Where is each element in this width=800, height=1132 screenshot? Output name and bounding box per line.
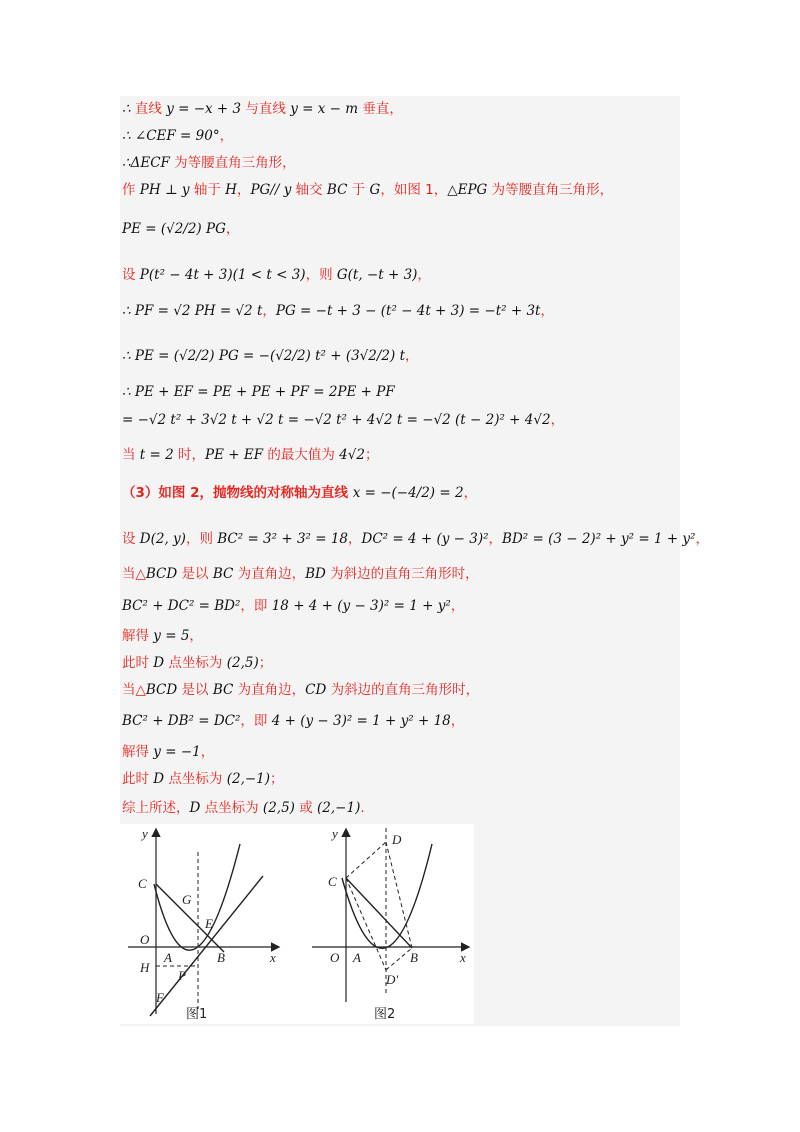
math-expression: PE + EF bbox=[205, 447, 264, 463]
math-expression: PG = −t + 3 − (t² − 4t + 3) = −t² + 3t bbox=[275, 303, 541, 319]
solution-text-fragment: ， bbox=[189, 628, 203, 644]
solution-line bbox=[122, 347, 419, 365]
math-expression: DC² = 4 + (y − 3)² bbox=[361, 531, 489, 547]
fig1-label-f: F bbox=[156, 990, 164, 1005]
solution-text-fragment: 解得 bbox=[122, 628, 154, 644]
solution-line bbox=[122, 411, 564, 429]
math-expression: BC bbox=[326, 182, 348, 198]
fig2-label-y: y bbox=[332, 826, 338, 841]
math-expression: ∴ PE + EF = PE + PE + PF = 2PE + PF bbox=[122, 384, 395, 400]
solution-text-fragment: 设 bbox=[122, 267, 140, 283]
fig2-dashed-cd bbox=[346, 842, 386, 878]
fig1-label-c: C bbox=[138, 876, 147, 891]
math-expression: BD² = (3 − 2)² + y² = 1 + y² bbox=[502, 531, 696, 547]
solution-text-fragment: ， bbox=[550, 412, 565, 428]
math-expression: ∴ PF = √2 PH = √2 t bbox=[122, 303, 263, 319]
fig1-label-a: A bbox=[164, 950, 172, 965]
math-expression: y = 5 bbox=[153, 628, 190, 644]
math-expression: ∴ ∠CEF = 90° bbox=[122, 128, 220, 144]
solution-text-fragment: 此时 bbox=[122, 655, 154, 671]
solution-line bbox=[122, 446, 378, 464]
fig1-caption: 图1 bbox=[186, 1007, 208, 1022]
solution-text-fragment: 于 bbox=[347, 182, 370, 198]
math-expression: BCD bbox=[145, 682, 178, 698]
solution-line bbox=[122, 484, 477, 502]
solution-line bbox=[122, 181, 613, 199]
figure-2 bbox=[312, 826, 468, 1022]
math-expression: PG// y bbox=[250, 182, 292, 198]
solution-text-fragment: ， bbox=[463, 485, 478, 501]
math-expression: (2,−1) bbox=[317, 800, 361, 816]
solution-text-fragment: 点坐标为 bbox=[200, 800, 263, 816]
figure-1 bbox=[128, 826, 278, 1022]
math-expression: PE = (√2/2) PG bbox=[122, 221, 226, 237]
math-expression: PH ⊥ y bbox=[139, 182, 190, 198]
solution-text-fragment: ， bbox=[488, 531, 503, 547]
solution-text-fragment: ， bbox=[450, 598, 465, 614]
fig2-line-bc bbox=[346, 878, 412, 948]
fig2-label-c: C bbox=[328, 874, 337, 889]
solution-text-fragment: 点坐标为 bbox=[164, 655, 227, 671]
math-expression: (2,−1) bbox=[226, 771, 271, 787]
solution-text-fragment: ，即 bbox=[240, 713, 272, 729]
solution-text-fragment: 或 bbox=[294, 800, 318, 816]
solution-text-fragment: ， bbox=[405, 348, 419, 364]
solution-text-fragment: ， bbox=[450, 713, 465, 729]
fig2-label-o: O bbox=[330, 950, 340, 965]
solution-text-fragment: 垂直， bbox=[358, 101, 403, 117]
solution-text-fragment: 轴于 bbox=[189, 182, 226, 198]
math-expression: t = 2 bbox=[139, 447, 174, 463]
math-expression: (2,5) bbox=[226, 655, 259, 671]
fig1-label-p: P bbox=[178, 968, 186, 983]
solution-text-fragment: ， bbox=[225, 221, 240, 237]
fig2-label-a: A bbox=[353, 950, 361, 965]
math-expression: ∴ΔECF bbox=[122, 155, 170, 171]
math-expression: △EPG bbox=[447, 182, 488, 198]
math-expression: x = −(−4/2) = 2 bbox=[352, 485, 464, 501]
fig1-parabola bbox=[154, 844, 240, 950]
fig2-label-dprime: D′ bbox=[386, 972, 399, 987]
math-expression: D(2, y) bbox=[139, 531, 186, 547]
solution-text-fragment: 为等腰直角三角形， bbox=[169, 155, 296, 171]
solution-line bbox=[122, 154, 296, 172]
solution-line bbox=[122, 712, 464, 730]
solution-text-fragment: 与直线 bbox=[241, 101, 291, 117]
fig2-caption: 图2 bbox=[374, 1007, 396, 1022]
solution-line bbox=[122, 565, 479, 583]
fig1-label-y: y bbox=[142, 826, 148, 841]
solution-text-fragment: 解得 bbox=[122, 744, 154, 760]
solution-line bbox=[122, 681, 479, 699]
solution-line bbox=[122, 302, 554, 320]
math-expression: (2,5) bbox=[262, 800, 295, 816]
solution-text-fragment: 点坐标为 bbox=[164, 771, 227, 787]
solution-text-fragment: 为等腰直角三角形， bbox=[487, 182, 614, 198]
solution-text-fragment: ，如图 1， bbox=[380, 182, 448, 198]
math-expression: BD bbox=[305, 566, 326, 582]
math-expression: 4 + (y − 3)² = 1 + y² + 18 bbox=[271, 713, 451, 729]
solution-text-fragment: ， bbox=[262, 303, 276, 319]
math-expression: D bbox=[153, 655, 165, 671]
figures-box bbox=[120, 824, 474, 1024]
math-expression: CD bbox=[305, 682, 327, 698]
solution-text-fragment: 是以 bbox=[177, 566, 213, 582]
math-expression: G(t, −t + 3) bbox=[336, 267, 418, 283]
solution-line bbox=[122, 743, 214, 761]
solution-line bbox=[122, 654, 272, 672]
solution-line bbox=[122, 266, 431, 284]
math-expression: 18 + 4 + (y − 3)² = 1 + y² bbox=[271, 598, 451, 614]
math-expression: BC bbox=[212, 682, 234, 698]
fig1-label-h: H bbox=[140, 960, 150, 975]
solution-text-fragment: 是以 bbox=[177, 682, 213, 698]
solution-text-fragment: 当 bbox=[122, 447, 140, 463]
solution-line bbox=[122, 530, 709, 548]
fig2-label-x: x bbox=[460, 950, 466, 965]
math-expression: BC bbox=[212, 566, 234, 582]
solution-text-fragment: ，则 bbox=[185, 531, 218, 547]
math-expression: y = −x + 3 bbox=[166, 101, 242, 117]
solution-text-fragment: 轴交 bbox=[291, 182, 327, 198]
solution-line bbox=[122, 799, 365, 817]
fig2-dashed-dpb bbox=[386, 948, 412, 970]
math-expression: ∴ bbox=[122, 101, 135, 117]
solution-line bbox=[122, 627, 203, 645]
fig1-label-o: O bbox=[140, 932, 150, 947]
math-expression: BC² + DC² = BD² bbox=[122, 598, 241, 614]
fig2-parabola bbox=[342, 844, 432, 948]
fig1-line-f bbox=[150, 876, 263, 1016]
math-expression: P(t² − 4t + 3)(1 < t < 3) bbox=[139, 267, 306, 283]
math-expression: BC² = 3² + 3² = 18 bbox=[217, 531, 349, 547]
solution-text-fragment: ， bbox=[695, 531, 709, 547]
solution-line bbox=[122, 220, 239, 238]
solution-text-fragment: 此时 bbox=[122, 771, 154, 787]
fig1-label-e: E bbox=[205, 916, 213, 931]
solution-text-fragment: 作 bbox=[122, 182, 140, 198]
solution-text-fragment: . bbox=[360, 800, 365, 816]
math-expression: D bbox=[189, 800, 201, 816]
solution-text-fragment: ， bbox=[540, 303, 554, 319]
solution-text-fragment: 的最大值为 bbox=[263, 447, 340, 463]
solution-text-fragment: （3）如图 2，抛物线的对称轴为直线 bbox=[122, 485, 353, 501]
math-expression: y = x − m bbox=[290, 101, 359, 117]
solution-text-fragment: 综上所述， bbox=[122, 800, 190, 816]
solution-line bbox=[122, 597, 464, 615]
solution-text-fragment: 设 bbox=[122, 531, 140, 547]
solution-text-fragment: ，即 bbox=[240, 598, 272, 614]
solution-text-fragment: ； bbox=[270, 771, 284, 787]
math-expression: BC² + DB² = DC² bbox=[122, 713, 241, 729]
math-expression: 4√2 bbox=[339, 447, 365, 463]
math-expression: D bbox=[153, 771, 165, 787]
solution-text-fragment: ， bbox=[417, 267, 431, 283]
solution-line bbox=[122, 100, 403, 118]
fig2-label-d: D bbox=[392, 832, 402, 847]
solution-text-fragment: ，则 bbox=[305, 267, 337, 283]
solution-text-fragment: 为斜边的直角三角形时， bbox=[326, 682, 480, 698]
fig2-label-b: B bbox=[410, 950, 418, 965]
math-expression: BCD bbox=[145, 566, 178, 582]
math-expression: = −√2 t² + 3√2 t + √2 t = −√2 t² + 4√2 t = −√2 (t − 2)² + 4√2 bbox=[122, 412, 551, 428]
math-expression: G bbox=[369, 182, 381, 198]
solution-line bbox=[122, 383, 395, 401]
solution-text-fragment: 当△ bbox=[122, 566, 146, 582]
solution-text-fragment: 直线 bbox=[134, 101, 167, 117]
solution-text-fragment: 为直角边， bbox=[233, 566, 306, 582]
math-expression: y = −1 bbox=[153, 744, 201, 760]
solution-text-fragment: ， bbox=[219, 128, 234, 144]
solution-text-fragment: ， bbox=[348, 531, 362, 547]
solution-text-fragment: 为斜边的直角三角形时， bbox=[325, 566, 479, 582]
fig1-label-x: x bbox=[270, 950, 276, 965]
figures-svg bbox=[120, 824, 474, 1024]
solution-text-fragment: 时， bbox=[173, 447, 206, 463]
solution-text-fragment: ； bbox=[258, 655, 273, 671]
solution-text-fragment: ， bbox=[236, 182, 251, 198]
fig1-label-g: G bbox=[182, 892, 192, 907]
solution-text-fragment: ； bbox=[364, 447, 379, 463]
solution-text-fragment: 当△ bbox=[122, 682, 146, 698]
solution-text-fragment: 为直角边， bbox=[233, 682, 306, 698]
math-expression: ∴ PE = (√2/2) PG = −(√2/2) t² + (3√2/2) t bbox=[122, 348, 405, 364]
solution-line bbox=[122, 127, 233, 145]
fig2-dashed-db bbox=[386, 842, 412, 948]
fig2-dashed-cdp bbox=[346, 878, 386, 970]
solution-line bbox=[122, 770, 284, 788]
math-expression: H bbox=[225, 182, 237, 198]
fig1-label-b: B bbox=[217, 950, 225, 965]
solution-text-fragment: ， bbox=[200, 744, 215, 760]
